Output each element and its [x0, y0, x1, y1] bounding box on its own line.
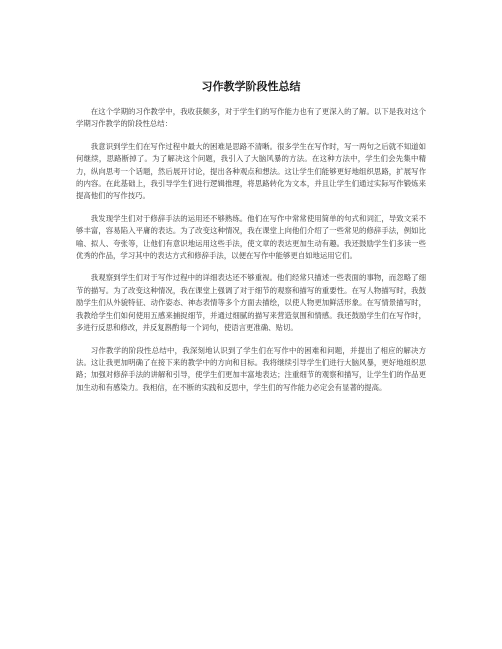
paragraph-intro: 在这个学期的习作教学中，我收获颇多，对于学生们的写作能力也有了更深入的了解。以下是我对这个学期习作教学的阶段性总结：: [76, 107, 426, 129]
paragraph-details: 我观察到学生们对于写作过程中的详细表达还不够重视。他们经常只描述一些表面的事物，而忽略了细节的描写。为了改变这种情况，我在课堂上强调了对于细节的观察和描写的重要性。在写人物描写时，我鼓励学生们从外貌特征、动作姿态、神态表情等多个方面去描绘，以使人物更加鲜活形象。在写情景描写时，我教给学生们如何使用五感来捕捉细节，并通过细腻的描写来营造氛围和情感。我还鼓励学生们在写作时，多进行反思和修改，并反复斟酌每一个词句，使语言更准确、贴切。: [76, 273, 426, 333]
paragraph-conclusion: 习作教学的阶段性总结中，我深刻地认识到了学生们在写作中的困难和问题，并提出了相应的解决方法。这让我更加明确了在接下来的教学中的方向和目标。我将继续引导学生们进行大脑风暴，更好地组织思路；加强对修辞手法的讲解和引导，使学生们更加丰富地表达；注重细节的观察和描写，让学生们的作品更加生动和有感染力。我相信，在不断的实践和反思中，学生们的写作能力必定会有显著的提高。: [76, 345, 426, 392]
paragraph-rhetoric: 我发现学生们对于修辞手法的运用还不够熟练。他们在写作中常常使用简单的句式和词汇，导致文采不够丰富，容易陷入平庸的表达。为了改变这种情况，我在课堂上向他们介绍了一些常见的修辞手法，例如比喻、拟人、夸张等，让他们有意识地运用这些手法，使文章的表达更加生动有趣。我还鼓励学生们多读一些优秀的作品，学习其中的表达方式和修辞手法，以便在写作中能够更自如地运用它们。: [76, 213, 426, 261]
document-body: [76, 106, 426, 404]
paragraph-brainstorm: 我意识到学生们在写作过程中最大的困难是思路不清晰。很多学生在写作时，写一两句之后就不知道如何继续，思路断掉了。为了解决这个问题，我引入了大脑风暴的方法。在这种方法中，学生们会先集中精力，纵向思考一个话题，然后展开讨论，提出各种观点和想法。这让学生们能够更好地组织思路，扩展写作的内容。在此基础上，我引导学生们进行逻辑推理，将思路转化为文本，并且让学生们通过实际写作锻炼来提高他们的写作技巧。: [76, 141, 426, 201]
document-title: 习作教学阶段性总结: [201, 80, 301, 93]
